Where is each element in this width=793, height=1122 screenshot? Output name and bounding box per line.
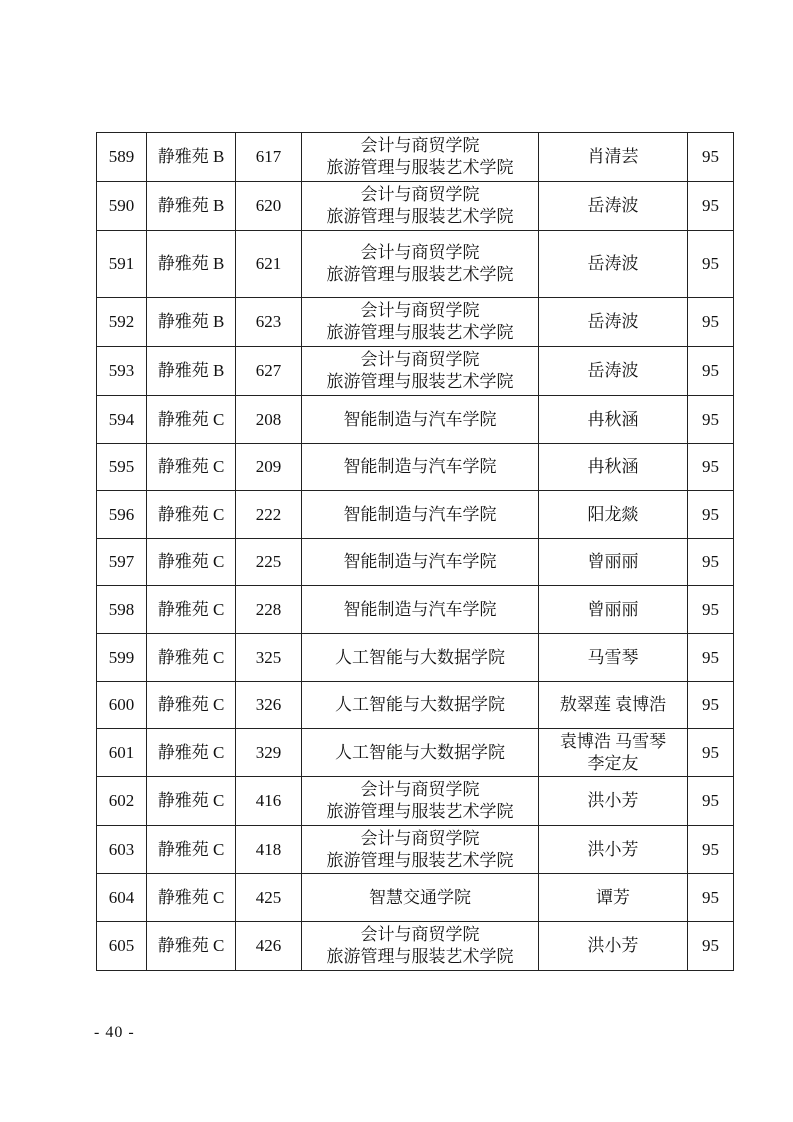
table-row: [97, 298, 734, 347]
cell-room: 617: [236, 133, 302, 182]
cell-room: 621: [236, 231, 302, 298]
cell-number: 598: [97, 586, 147, 634]
cell-person: [539, 682, 688, 729]
cell-person-line: 岳涛波: [587, 361, 639, 380]
cell-person: [539, 347, 688, 396]
cell-person-line: 曾丽丽: [587, 552, 639, 571]
cell-score: 95: [688, 634, 734, 682]
cell-number: 596: [97, 491, 147, 539]
cell-number: 601: [97, 729, 147, 777]
cell-person-line: 敖翠莲 袁博浩: [559, 695, 667, 714]
cell-person: [539, 586, 688, 634]
dormitory-score-table: [96, 132, 734, 971]
cell-building: 静雅苑 B: [147, 231, 236, 298]
cell-college: [302, 298, 539, 347]
cell-score: 95: [688, 491, 734, 539]
cell-college: [302, 347, 539, 396]
cell-person: [539, 182, 688, 231]
cell-building: 静雅苑 C: [147, 396, 236, 444]
cell-room: 228: [236, 586, 302, 634]
cell-score: 95: [688, 298, 734, 347]
table-row: [97, 777, 734, 826]
table-row: [97, 539, 734, 586]
cell-person-line: 阳龙燚: [587, 504, 639, 524]
cell-person: [539, 396, 688, 444]
table-row: [97, 231, 734, 298]
cell-number: 600: [97, 682, 147, 729]
cell-college-line: 会计与商贸学院: [360, 828, 480, 848]
cell-person-line: 马雪琴: [587, 647, 639, 667]
cell-college-line: 旅游管理与服装艺术学院: [326, 372, 514, 391]
table-row: [97, 826, 734, 874]
cell-building: 静雅苑 C: [147, 729, 236, 777]
cell-room: 623: [236, 298, 302, 347]
cell-room: 329: [236, 729, 302, 777]
cell-person-line: 洪小芳: [587, 791, 639, 810]
cell-person: [539, 634, 688, 682]
cell-building: 静雅苑 C: [147, 491, 236, 539]
cell-building: 静雅苑 C: [147, 634, 236, 682]
cell-score: 95: [688, 729, 734, 777]
cell-score: 95: [688, 922, 734, 971]
cell-college: [302, 634, 539, 682]
cell-college-line: 会计与商贸学院: [360, 136, 480, 155]
cell-college-line: 智能制造与汽车学院: [343, 599, 497, 619]
cell-person-line: 冉秋涵: [587, 457, 639, 476]
cell-score: 95: [688, 826, 734, 874]
table-row: [97, 182, 734, 231]
table-row: [97, 396, 734, 444]
cell-score: 95: [688, 444, 734, 491]
cell-number: 603: [97, 826, 147, 874]
cell-college-line: 旅游管理与服装艺术学院: [326, 947, 514, 966]
cell-score: 95: [688, 682, 734, 729]
cell-building: 静雅苑 C: [147, 826, 236, 874]
cell-college: [302, 491, 539, 539]
cell-room: 325: [236, 634, 302, 682]
cell-college: [302, 682, 539, 729]
cell-person: [539, 133, 688, 182]
cell-person-line: 洪小芳: [587, 936, 639, 955]
cell-score: 95: [688, 396, 734, 444]
cell-college-line: 智能制造与汽车学院: [343, 457, 497, 476]
cell-number: 597: [97, 539, 147, 586]
cell-person-line: 肖清芸: [587, 147, 639, 166]
cell-score: 95: [688, 231, 734, 298]
cell-person: [539, 922, 688, 971]
cell-building: 静雅苑 C: [147, 444, 236, 491]
cell-college-line: 旅游管理与服装艺术学院: [326, 323, 514, 342]
cell-building: 静雅苑 C: [147, 874, 236, 922]
cell-score: 95: [688, 133, 734, 182]
cell-college-line: 旅游管理与服装艺术学院: [326, 158, 514, 177]
table-row: [97, 586, 734, 634]
cell-room: 222: [236, 491, 302, 539]
cell-room: 425: [236, 874, 302, 922]
cell-college-line: 人工智能与大数据学院: [335, 647, 505, 667]
cell-score: 95: [688, 874, 734, 922]
cell-number: 595: [97, 444, 147, 491]
cell-college: [302, 231, 539, 298]
cell-person: [539, 729, 688, 777]
table-row: [97, 729, 734, 777]
cell-person: [539, 444, 688, 491]
cell-building: 静雅苑 C: [147, 922, 236, 971]
cell-person-line: 洪小芳: [587, 839, 639, 859]
cell-college-line: 会计与商贸学院: [360, 925, 480, 944]
cell-room: 620: [236, 182, 302, 231]
cell-college-line: 旅游管理与服装艺术学院: [326, 207, 514, 226]
cell-score: 95: [688, 347, 734, 396]
cell-building: 静雅苑 C: [147, 777, 236, 826]
table-row: [97, 444, 734, 491]
cell-college: [302, 539, 539, 586]
cell-person-line: 岳涛波: [587, 196, 639, 215]
cell-college-line: 智慧交通学院: [369, 887, 471, 907]
cell-score: 95: [688, 539, 734, 586]
cell-person-line: 李定友: [587, 753, 639, 773]
cell-college-line: 会计与商贸学院: [360, 350, 480, 369]
table-row: [97, 491, 734, 539]
cell-college-line: 智能制造与汽车学院: [343, 552, 497, 571]
cell-college: [302, 444, 539, 491]
cell-person: [539, 777, 688, 826]
cell-number: 589: [97, 133, 147, 182]
cell-college-line: 会计与商贸学院: [360, 243, 480, 262]
cell-building: 静雅苑 B: [147, 347, 236, 396]
cell-college: [302, 396, 539, 444]
cell-number: 590: [97, 182, 147, 231]
table-row: [97, 922, 734, 971]
cell-room: 627: [236, 347, 302, 396]
cell-building: 静雅苑 B: [147, 182, 236, 231]
cell-college-line: 会计与商贸学院: [360, 185, 480, 204]
table-row: [97, 874, 734, 922]
cell-room: 225: [236, 539, 302, 586]
cell-number: 592: [97, 298, 147, 347]
cell-person: [539, 298, 688, 347]
cell-college: [302, 729, 539, 777]
table-row: [97, 634, 734, 682]
cell-college-line: 旅游管理与服装艺术学院: [326, 802, 514, 821]
cell-person-line: 岳涛波: [587, 254, 639, 273]
cell-room: 426: [236, 922, 302, 971]
cell-score: 95: [688, 182, 734, 231]
cell-room: 326: [236, 682, 302, 729]
cell-college-line: 会计与商贸学院: [360, 301, 480, 320]
cell-college-line: 旅游管理与服装艺术学院: [326, 850, 514, 870]
cell-number: 602: [97, 777, 147, 826]
cell-room: 208: [236, 396, 302, 444]
cell-college: [302, 777, 539, 826]
cell-room: 209: [236, 444, 302, 491]
cell-room: 418: [236, 826, 302, 874]
cell-building: 静雅苑 C: [147, 586, 236, 634]
cell-person-line: 曾丽丽: [587, 599, 639, 619]
cell-college: [302, 922, 539, 971]
cell-score: 95: [688, 777, 734, 826]
cell-score: 95: [688, 586, 734, 634]
cell-number: 599: [97, 634, 147, 682]
cell-college: [302, 826, 539, 874]
table-row: [97, 682, 734, 729]
cell-person-line: 冉秋涵: [587, 409, 639, 429]
page-number: - 40 -: [94, 1024, 135, 1041]
cell-number: 605: [97, 922, 147, 971]
cell-college: [302, 586, 539, 634]
cell-number: 604: [97, 874, 147, 922]
cell-college-line: 智能制造与汽车学院: [343, 409, 497, 429]
cell-college: [302, 182, 539, 231]
cell-number: 591: [97, 231, 147, 298]
cell-person: [539, 491, 688, 539]
cell-building: 静雅苑 B: [147, 298, 236, 347]
cell-person-line: 谭芳: [596, 887, 630, 907]
cell-person-line: 袁博浩 马雪琴: [559, 731, 667, 751]
table-row: [97, 133, 734, 182]
cell-person: [539, 874, 688, 922]
cell-college: [302, 133, 539, 182]
cell-college: [302, 874, 539, 922]
cell-number: 593: [97, 347, 147, 396]
cell-college-line: 会计与商贸学院: [360, 780, 480, 799]
table-row: [97, 347, 734, 396]
cell-number: 594: [97, 396, 147, 444]
cell-building: 静雅苑 C: [147, 539, 236, 586]
cell-person-line: 岳涛波: [587, 312, 639, 331]
cell-college-line: 人工智能与大数据学院: [335, 695, 505, 714]
cell-building: 静雅苑 C: [147, 682, 236, 729]
cell-room: 416: [236, 777, 302, 826]
cell-person: [539, 539, 688, 586]
cell-college-line: 人工智能与大数据学院: [335, 742, 505, 762]
cell-building: 静雅苑 B: [147, 133, 236, 182]
cell-college-line: 旅游管理与服装艺术学院: [326, 265, 514, 284]
cell-college-line: 智能制造与汽车学院: [343, 504, 497, 524]
cell-person: [539, 826, 688, 874]
cell-person: [539, 231, 688, 298]
table-body: [97, 133, 734, 971]
